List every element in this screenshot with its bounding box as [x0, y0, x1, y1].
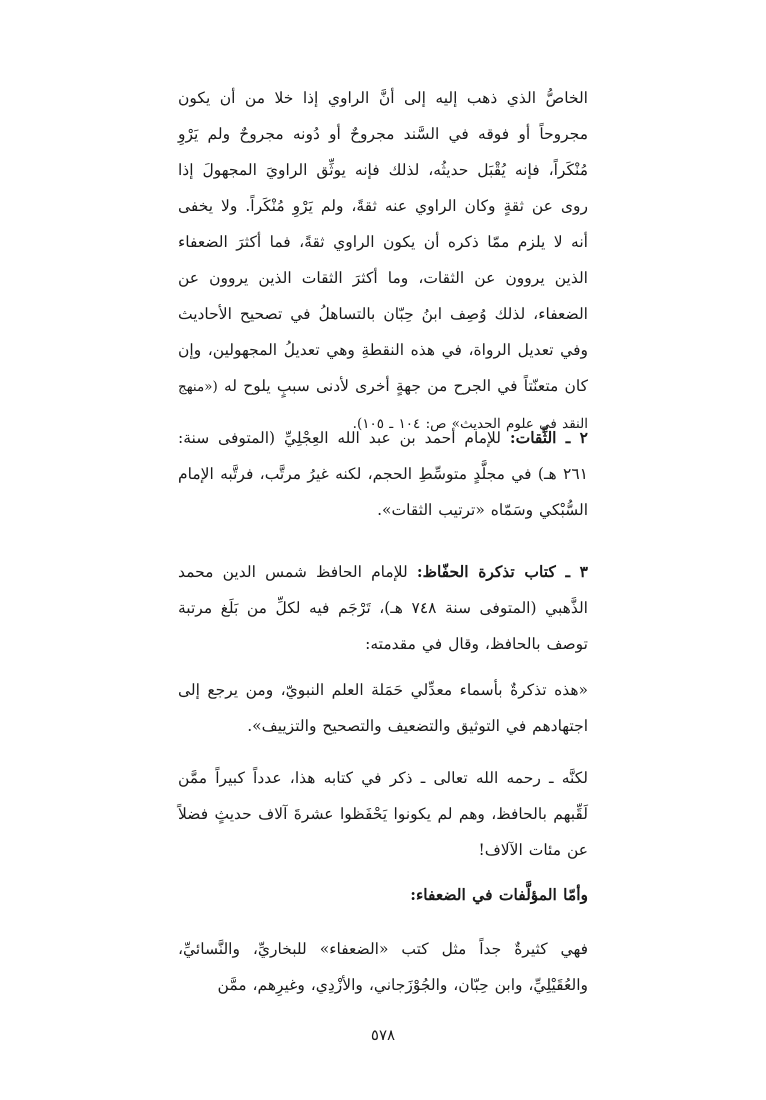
book-heading-tadhkirat-al-huffaz: ٣ ـ كتاب تذكرة الحفّاظ: [416, 562, 588, 581]
paragraph-al-ijli-thiqat [178, 420, 588, 528]
paragraph-dhahabi-critique [178, 760, 588, 868]
paragraph-tadhkirat-al-huffaz [178, 554, 588, 662]
paragraph-ibn-hibban-methodology [178, 80, 588, 442]
paragraph-2-text: للإمام أحمد بن عبد الله العِجْلِيِّ (المتوفى سنة: ٢٦١ هـ) في مجلَّدٍ متوسِّطِ الحجم، لكنه غيرُ مرتَّب، فرتَّبه الإمام السُّبْكي وسَمّاه «ترتيب الثقات». [178, 429, 588, 519]
paragraph-dhahabi-quote [178, 672, 588, 744]
citation-manhaj-al-naqd: («منهج النقد في علوم الحديث» ص: ١٠٤ ـ ١٠٥). [178, 379, 588, 432]
dhahabi-quote-text: «هذه تذكرةٌ بأسماء معدِّلي حَمَلة العلم النبويّ، ومن يرجع إلى اجتهادهم في التوثيق والتضعيف والتصحيح والتزييف». [178, 681, 588, 735]
book-heading-al-thiqat: ٢ ـ الثِّقات: [509, 428, 588, 447]
paragraph-6-text: فهي كثيرةٌ جداً مثل كتب «الضعفاء» للبخاريِّ، والنَّسائيِّ، والعُقَيْلِيِّ، وابن حِبّان، والجُوْزَجاني، والأزْدِي، وغيرِهم، ممَّن [178, 940, 588, 994]
paragraph-weak-narrators-books [178, 931, 588, 1003]
section-heading-weak-narrators-works: وأمّا المؤلَّفات في الضعفاء: [410, 885, 588, 904]
page-number: ٥٧٨ [370, 1026, 396, 1044]
paragraph-3-text: للإمام الحافظ شمس الدين محمد الذَّهبي (المتوفى سنة ٧٤٨ هـ)، تَرْجَم فيه لكلِّ من بَلَغ مرتبة توصف بالحافظ، وقال في مقدمته: [178, 563, 588, 653]
paragraph-5-text: لكنَّه ـ رحمه الله تعالى ـ ذكر في كتابه هذا، عدداً كبيراً ممَّن لَقِّبهم بالحافظ، وهم لم يكونوا يَحْفَظوا عشرةَ آلاف حديثٍ فضلاً عن مئات الآلاف! [178, 769, 588, 859]
paragraph-1-text: الخاصُّ الذي ذهب إليه إلى أنَّ الراوي إذا خلا من أن يكون مجروحاً أو فوقه في السَّند مجروحٌ أو دُونه مجروحٌ ولم يَرْوِ مُنْكَراً، فإنه يُقْبَل حديثُه، لذلك فإنه يوثِّق الراويَ المجهولَ إذا روى عن ثقةٍ وكان الراوي عنه ثقةً، ولم يَرْوِ مُنْكَراً. ولا يخفى أنه لا يلزم ممّا ذكره أن يكون الراوي ثقةً، فما أكثرَ الضعفاء الذين يروون عن الثقات، وما أكثرَ الثقات الذين يروون عن الضعفاء، لذلك وُصِف ابنُ حِبّان بالتساهلُ في تصحيح الأحاديث وفي تعديل الرواة، في هذه النقطةِ وهي تعديلُ المجهولين، وإن كان متعنّتاً في الجرح من جهةٍ أخرى لأدنى سببٍ يلوح له [178, 89, 588, 395]
